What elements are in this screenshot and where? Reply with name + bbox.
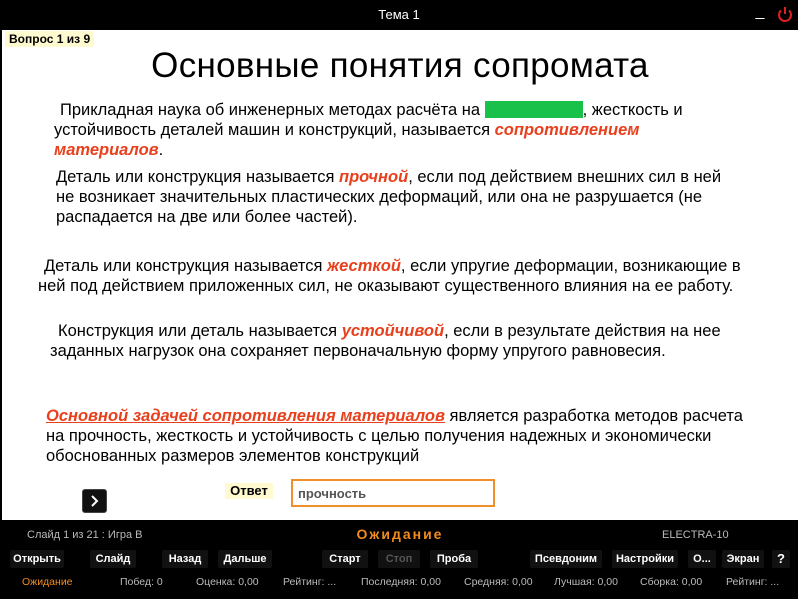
p3-text-before: Деталь или конструкция называется [44,257,323,275]
minimize-button[interactable]: _ [755,3,765,20]
answer-input[interactable] [291,479,495,507]
power-button[interactable] [774,4,796,26]
paragraph-5 [46,406,762,466]
rating-stat-2: Рейтинг: ... [726,576,780,588]
control-panel [0,520,798,599]
term-main-task: Основной задачей сопротивления материалов [46,407,445,425]
paragraph-2 [56,167,736,227]
p1-end: . [158,141,164,159]
slide-button[interactable]: Слайд [90,550,136,568]
next-slide-button[interactable] [82,489,107,513]
rating-stat-1: Рейтинг: ... [283,576,337,588]
about-button[interactable]: О... [688,550,716,568]
window-title: Тема 1 [378,7,420,22]
term-rigid: жесткой [327,257,401,275]
p4-text-before: Конструкция или деталь называется [58,322,338,340]
question-counter: Вопрос 1 из 9 [5,31,94,47]
term-strong: прочной [339,168,409,186]
screen-button[interactable]: Экран [722,550,764,568]
device-name: ELECTRA-10 [662,529,729,541]
last-stat: Последняя: 0,00 [361,576,441,588]
alias-button[interactable]: Псевдоним [530,550,602,568]
p5-text-after: является разработка методов расчета на прочность, жесткость и устойчивость с целью получения надежных и экономически обоснованных размеров элементов конструкций [46,407,743,465]
forward-button[interactable]: Дальше [218,550,272,568]
answer-label: Ответ [225,483,273,499]
p2-text-before: Деталь или конструкция называется [56,168,335,186]
term-stable: устойчивой [341,322,445,340]
power-icon [774,4,796,26]
stop-button[interactable]: Стоп [378,550,420,568]
slide-title: Основные понятия сопромата [151,46,649,85]
start-button[interactable]: Старт [322,550,368,568]
slide-info: Слайд 1 из 21 : Игра В [27,529,143,541]
settings-button[interactable]: Настройки [612,550,678,568]
probe-button[interactable]: Проба [430,550,478,568]
paragraph-4 [50,321,756,361]
p1-text-after: , жесткость и устойчивость деталей машин и конструкций, называется [54,101,683,139]
mode-status: Ожидание [356,526,444,542]
p1-text-before: Прикладная наука об инженерных методах расчёта на [60,101,481,119]
term-strength-of-materials: сопротивлением материалов [54,121,640,159]
p2-text-after: , если под действием внешних сил в ней не возникает значительных пластических деформаций, или она не разрушается (не распадается на две или более частей). [56,168,722,226]
slide-area [2,30,798,520]
chevron-right-icon [83,490,106,512]
best-stat: Лучшая: 0,00 [554,576,618,588]
help-button[interactable]: ? [772,550,790,568]
paragraph-3 [38,256,758,296]
assembly-stat: Сборка: 0,00 [640,576,703,588]
status-indicator: Ожидание [22,576,73,588]
p3-text-after: , если упругие деформации, возникающие в ней под действием приложенных сил, не оказывают существенного влияния на ее работу. [38,257,741,295]
redacted-answer-block [485,101,583,118]
back-button[interactable]: Назад [162,550,208,568]
open-button[interactable]: Открыть [10,550,64,568]
p4-text-after: , если в результате действия на нее заданных нагрузок она сохраняет первоначальную форму упругого равновесия. [50,322,721,360]
average-stat: Средняя: 0,00 [464,576,533,588]
wins-stat: Побед: 0 [120,576,163,588]
paragraph-1 [54,100,734,160]
score-stat: Оценка: 0,00 [196,576,259,588]
title-bar [0,0,798,30]
